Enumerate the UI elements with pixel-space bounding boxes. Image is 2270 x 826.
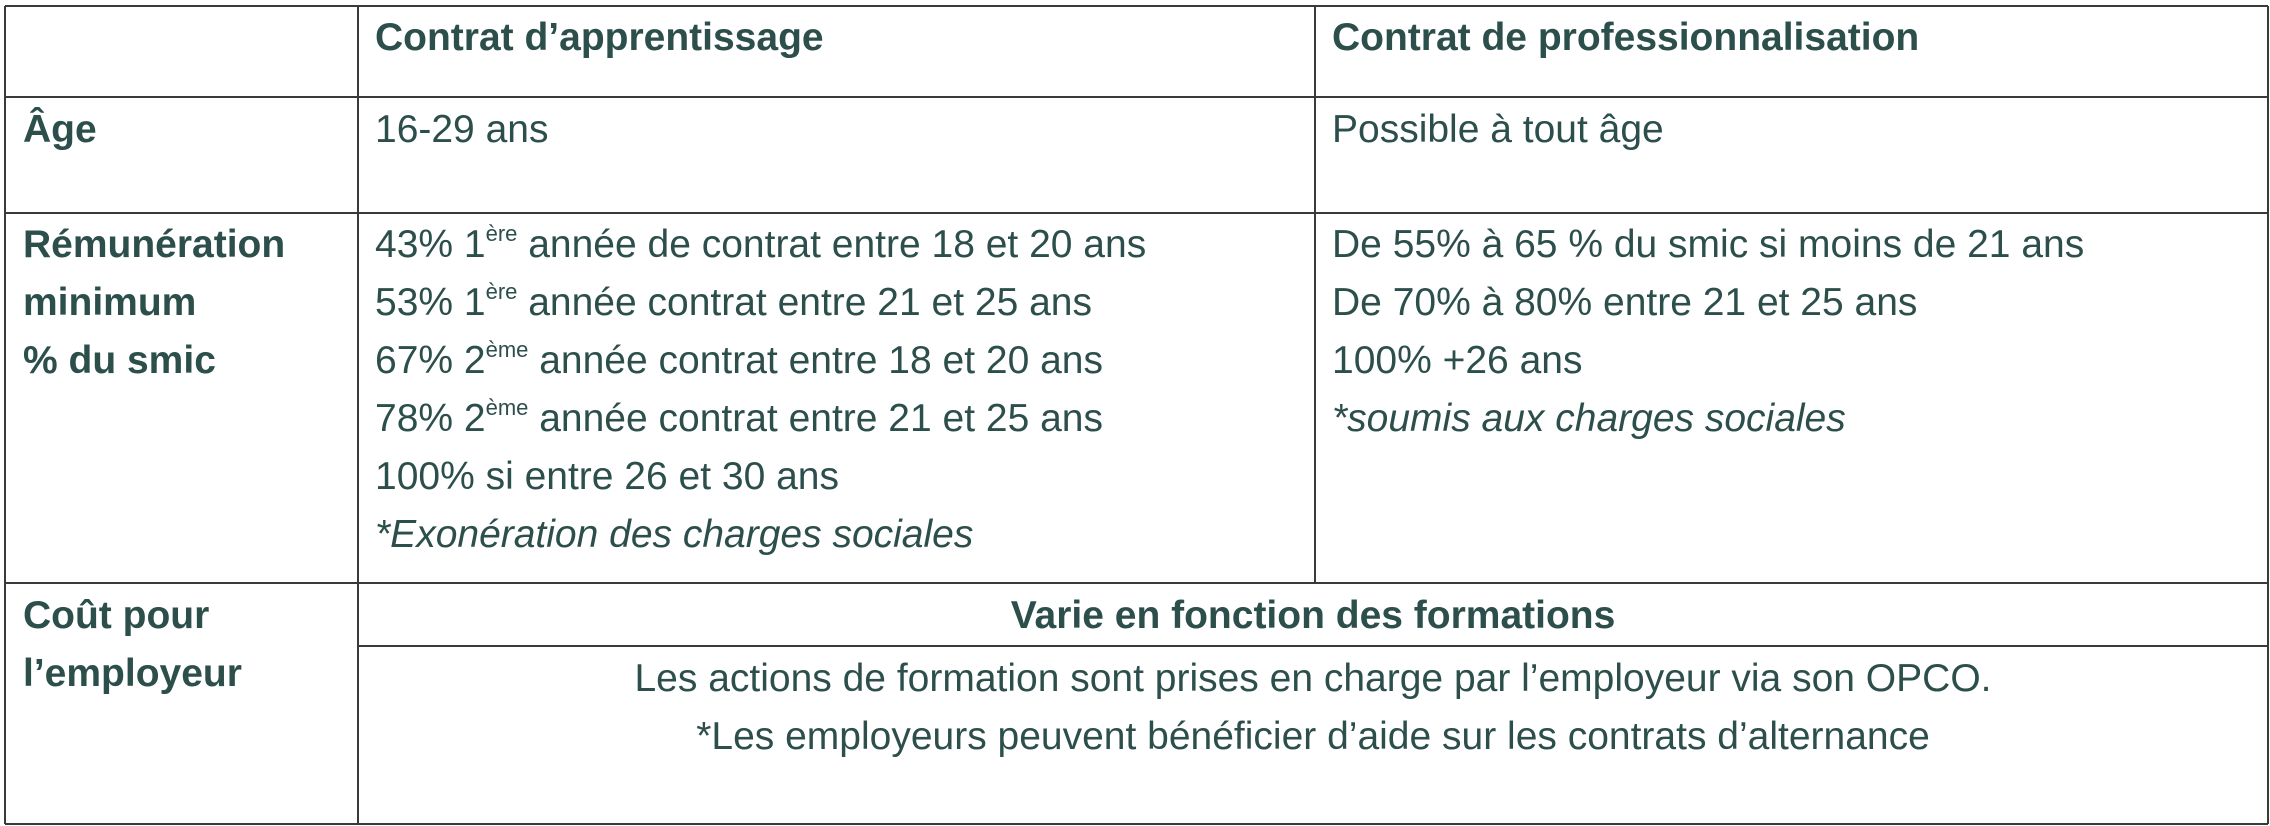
header-apprentissage: Contrat d’apprentissage (375, 16, 824, 59)
label-line: l’employeur (23, 652, 242, 695)
age-apprentissage: 16-29 ans (375, 108, 549, 151)
rate-line: 100% si entre 26 et 30 ans (375, 455, 839, 498)
rate-line: 67% 2ème année contrat entre 18 et 20 ans (375, 337, 1103, 382)
cout-line: *Les employeurs peuvent bénéficier d’aide sur les contrats d’alternance (696, 715, 1930, 758)
label-line: Coût pour (23, 594, 210, 637)
cout-heading: Varie en fonction des formations (1010, 594, 1616, 637)
label-line: minimum (23, 281, 197, 324)
rate-line: De 55% à 65 % du smic si moins de 21 ans (1332, 223, 2085, 266)
age-professionnalisation: Possible à tout âge (1332, 108, 1664, 151)
remuneration-professionnalisation (1332, 216, 2084, 448)
rate-line: De 70% à 80% entre 21 et 25 ans (1332, 281, 1918, 324)
row-label-cout (23, 587, 242, 703)
label-line: Rémunération (23, 223, 286, 266)
row-label-remuneration (23, 216, 285, 390)
row-label-age: Âge (23, 108, 97, 151)
rate-line: 100% +26 ans (1332, 339, 1583, 382)
rate-line: 78% 2ème année contrat entre 21 et 25 ans (375, 395, 1103, 440)
label-line: % du smic (23, 339, 216, 382)
header-professionnalisation: Contrat de professionnalisation (1332, 16, 1920, 59)
note-exoneration: *Exonération des charges sociales (375, 513, 974, 556)
cout-details (358, 650, 2268, 766)
remuneration-apprentissage (375, 216, 1146, 564)
cout-line: Les actions de formation sont prises en charge par l’employeur via son OPCO. (634, 657, 1992, 700)
rate-line: 43% 1ère année de contrat entre 18 et 20 ans (375, 221, 1147, 266)
rate-line: 53% 1ère année contrat entre 21 et 25 ans (375, 279, 1092, 324)
note-charges: *soumis aux charges sociales (1332, 397, 1846, 440)
